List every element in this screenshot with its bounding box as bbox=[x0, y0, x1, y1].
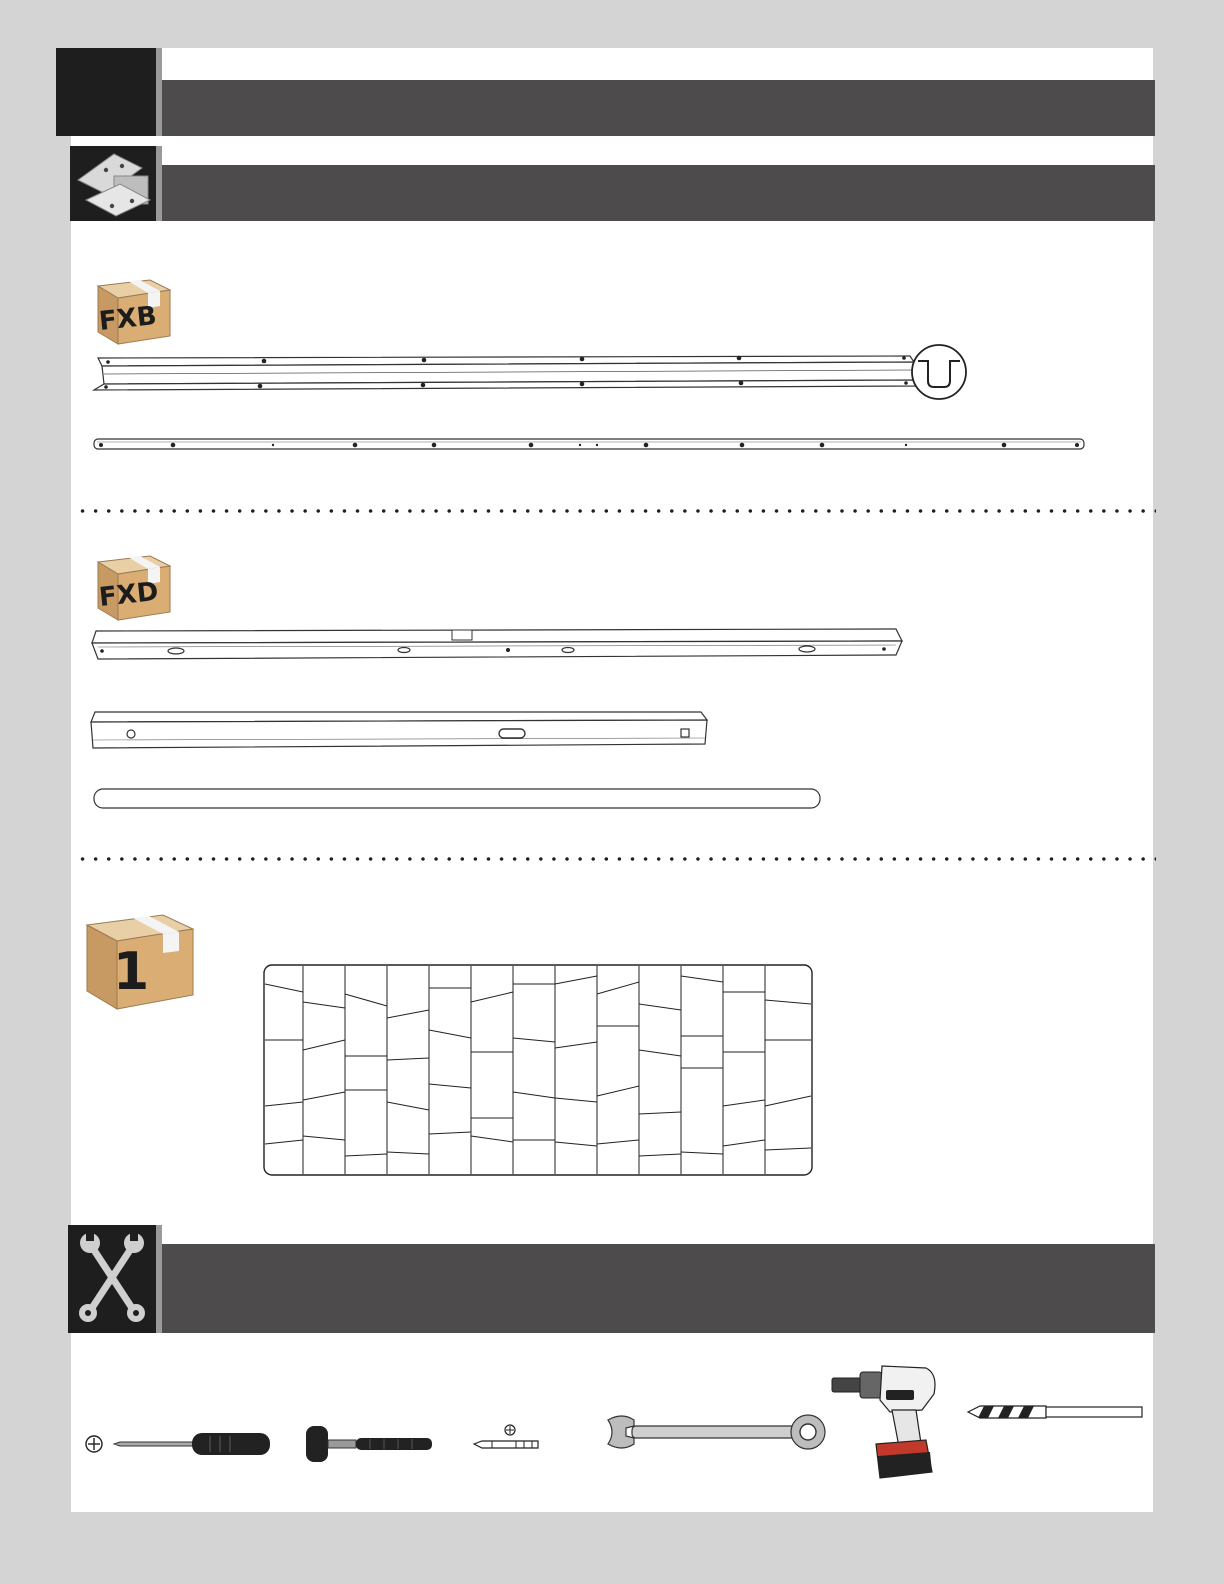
hardware-section-bar bbox=[162, 165, 1155, 221]
fxb-flat-rail bbox=[93, 437, 1093, 453]
rubber-mallet-icon bbox=[304, 1422, 436, 1466]
wrench-icon bbox=[68, 1225, 156, 1333]
combination-wrench-icon bbox=[604, 1410, 828, 1454]
stone-panel-drawing bbox=[263, 964, 815, 1178]
hardware-section-icon-box bbox=[70, 146, 156, 221]
fxb-u-channel-rail bbox=[92, 354, 972, 394]
phillips-screwdriver-icon bbox=[84, 1427, 276, 1461]
section-divider bbox=[76, 857, 1156, 861]
phillips-bit-icon bbox=[472, 1424, 552, 1454]
section-divider bbox=[76, 509, 1156, 513]
u-channel-profile-callout bbox=[910, 347, 970, 397]
tools-section-bar bbox=[162, 1244, 1155, 1333]
bracket-icon bbox=[70, 146, 156, 221]
step-number-box bbox=[56, 48, 156, 136]
fxd-short-beam bbox=[89, 710, 719, 752]
package-fxb-label: FXB bbox=[97, 301, 159, 337]
package-1-box-icon bbox=[83, 905, 199, 1013]
package-fxd-label: FXD bbox=[97, 576, 160, 613]
package-fxb-box-icon bbox=[94, 272, 174, 348]
package-1-label: 1 bbox=[113, 942, 150, 1002]
drill-bit-icon bbox=[966, 1402, 1146, 1422]
power-drill-icon bbox=[830, 1360, 942, 1484]
package-fxd-box-icon bbox=[94, 548, 174, 624]
tools-section-icon-box bbox=[68, 1225, 156, 1333]
step-header-bar bbox=[162, 80, 1155, 136]
fxd-round-rod bbox=[93, 788, 823, 810]
fxd-long-beam bbox=[90, 627, 910, 661]
step-header-bar-edge bbox=[156, 48, 162, 136]
